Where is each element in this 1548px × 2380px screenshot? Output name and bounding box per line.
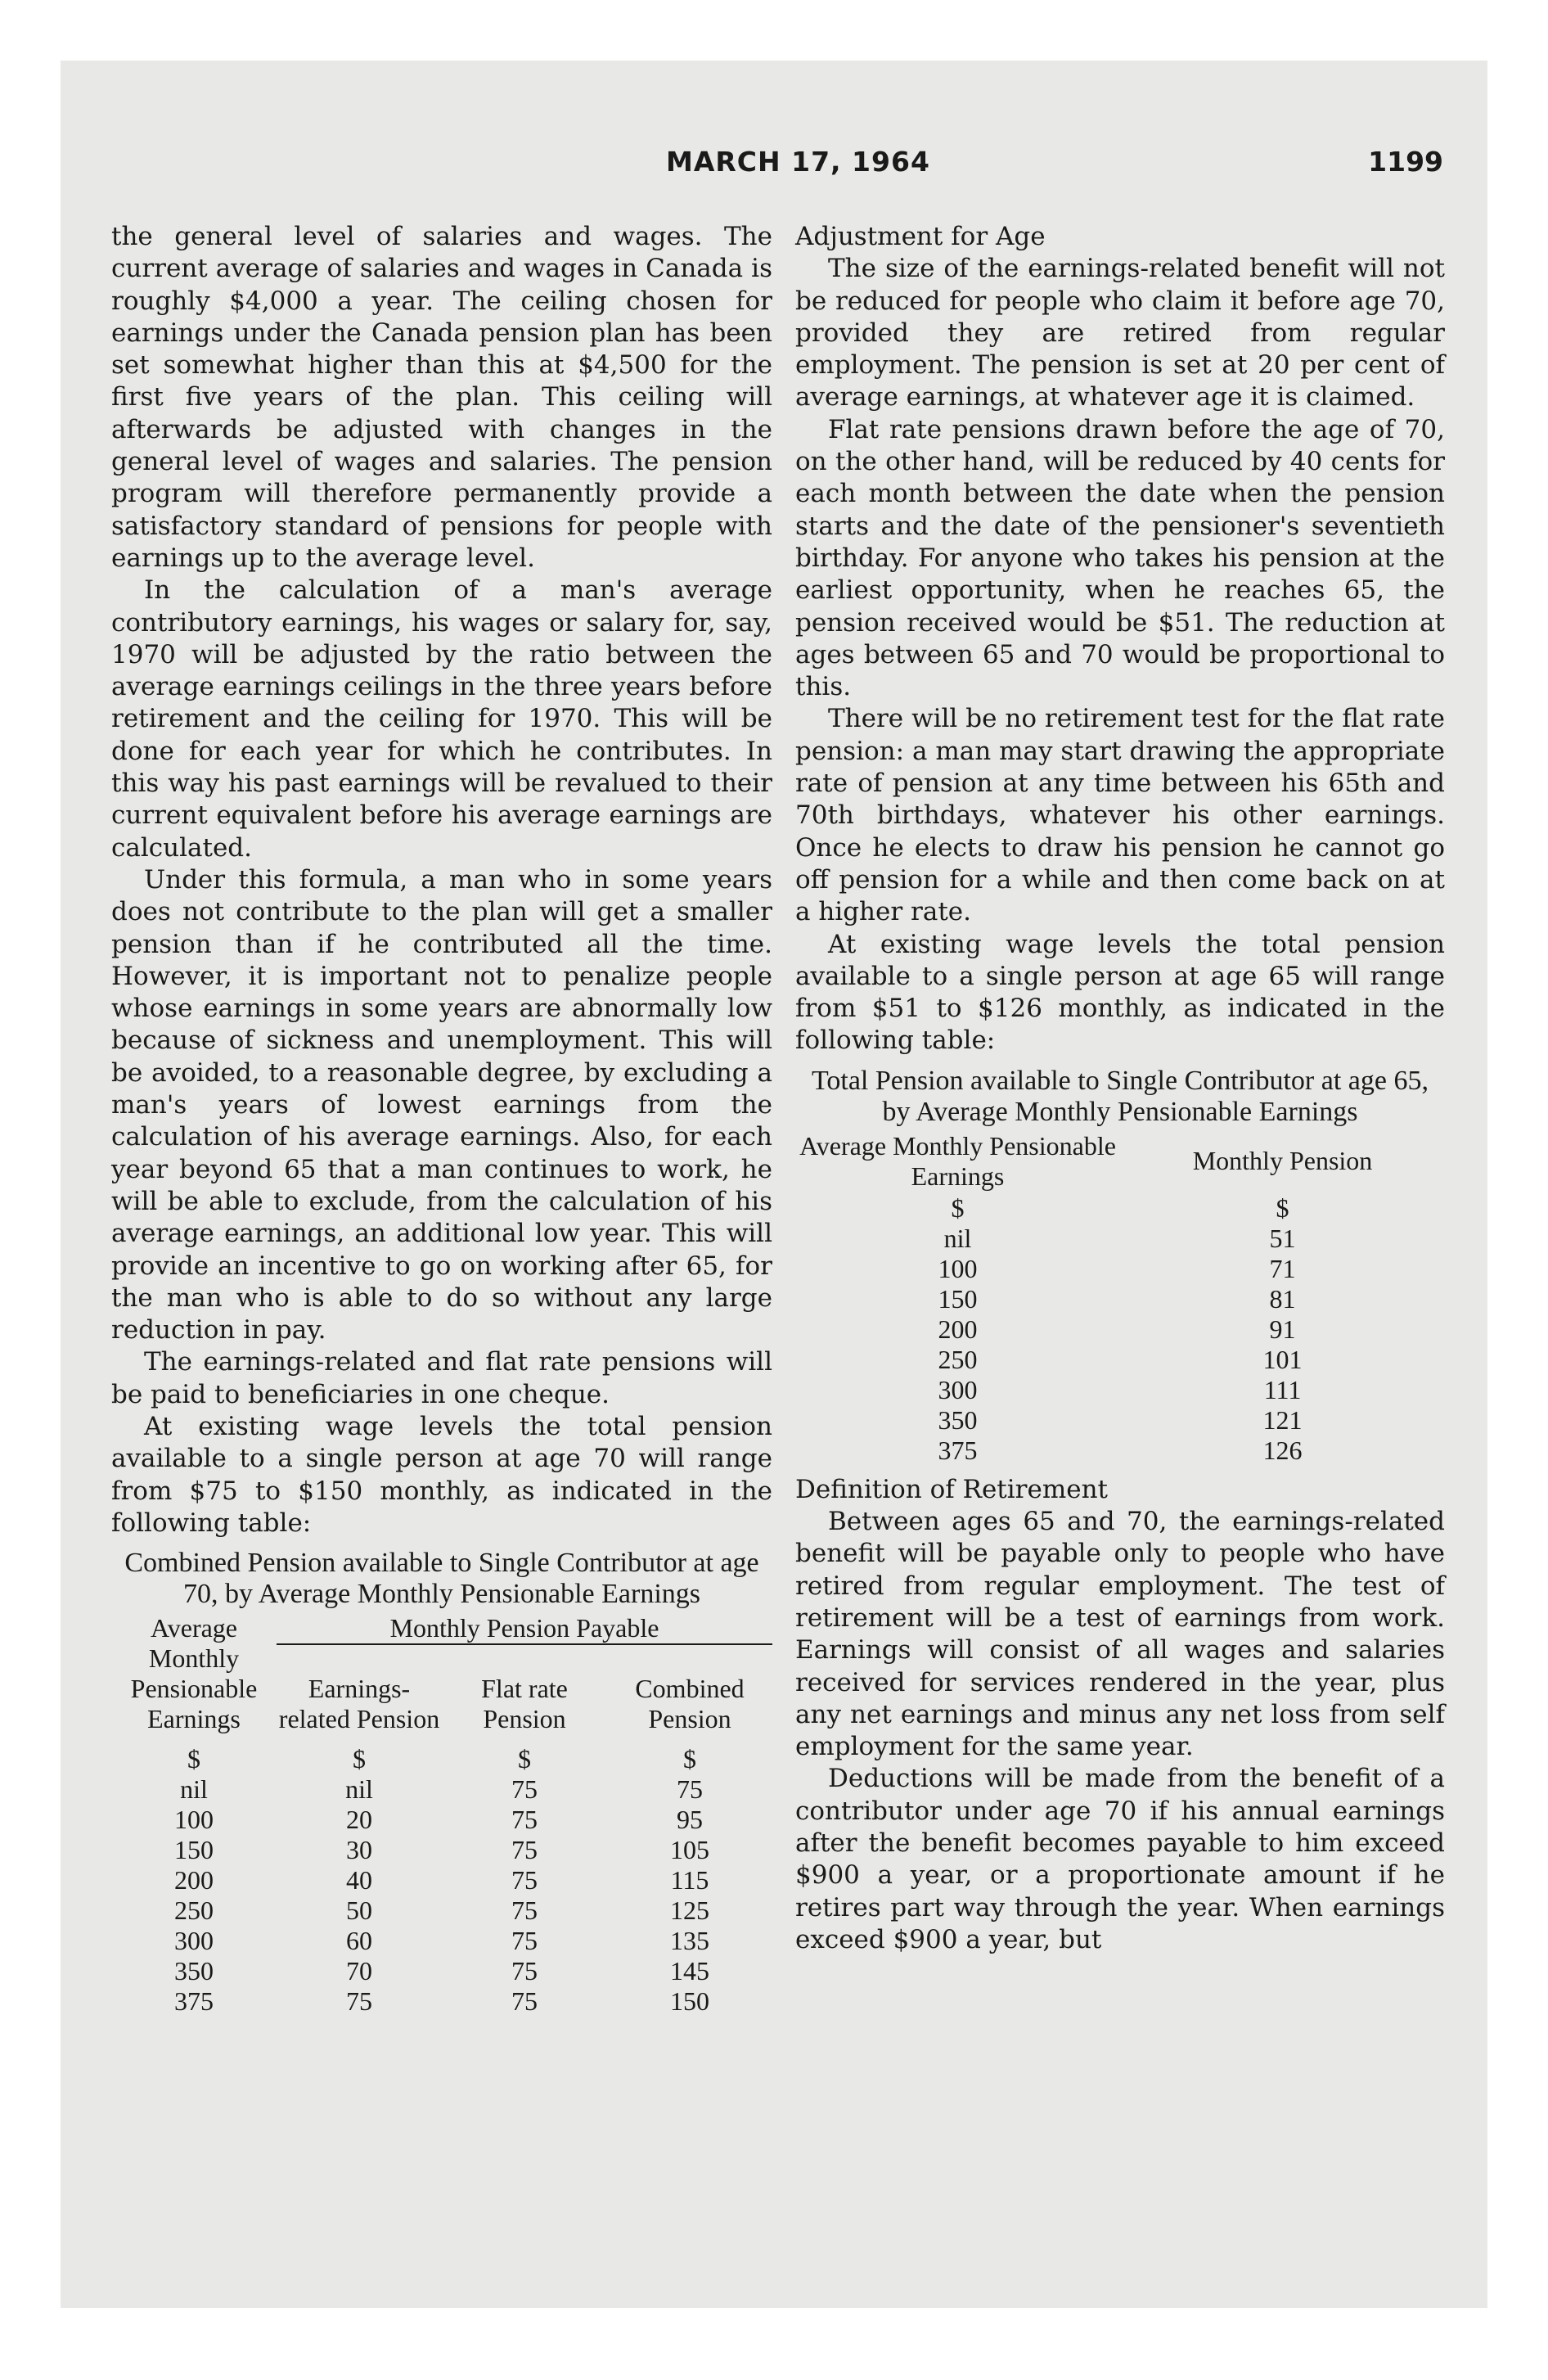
paragraph: At existing wage levels the total pension available to a single person at age 70 will range from $75 to $150 monthly, as indicated in the following table: — [111, 1411, 772, 1538]
table-cell: 121 — [1262, 1404, 1303, 1435]
table-row — [111, 1956, 772, 1986]
table-cell: nil — [345, 1774, 373, 1805]
table-cell: 75 — [511, 1835, 538, 1865]
table-cell: 101 — [1262, 1344, 1303, 1374]
paragraph: the general level of salaries and wages. The current average of salaries and wages in Canada is roughly $4,000 a year. The ceiling chosen for earnings under the Canada pension plan has been set somewhat higher than this at $4,500 for the first five years of the plan. This ceiling will afterwards be adjusted with changes in the general level of wages and salaries. The pension program will therefore permanently provide a satisfactory standard of pensions for people with earnings up to the average level. — [111, 222, 772, 573]
currency-symbol: $ — [518, 1744, 531, 1774]
currency-symbol: $ — [187, 1744, 200, 1774]
left-column — [111, 221, 772, 2017]
header-date: MARCH 17, 1964 — [666, 146, 930, 178]
page-header — [61, 146, 1487, 187]
page-number: 1199 — [1368, 146, 1443, 178]
table-cell: 375 — [174, 1986, 214, 2017]
table-cell: 40 — [346, 1865, 372, 1895]
table-cell: 75 — [511, 1805, 538, 1835]
table-row — [111, 1805, 772, 1835]
paragraph: At existing wage levels the total pension available to a single person at age 65 will range from $51 to $126 monthly, as indicated in the following table: — [795, 929, 1445, 1056]
table-row — [111, 1986, 772, 2017]
table-cell: 75 — [511, 1956, 538, 1986]
table-row — [795, 1345, 1445, 1375]
table-cell: 100 — [174, 1805, 214, 1835]
table-cell: 75 — [511, 1926, 538, 1956]
table-cell: 50 — [346, 1895, 372, 1926]
table-cell: 100 — [938, 1253, 978, 1283]
table-row — [111, 1926, 772, 1956]
column-header: Flat rate Pension — [481, 1674, 568, 1734]
table-cell: 115 — [670, 1865, 709, 1895]
table-cell: 91 — [1269, 1314, 1296, 1344]
table-cell: 150 — [174, 1835, 214, 1865]
paragraph: There will be no retirement test for the flat rate pension: a man may start drawing the appropriate rate of pension at any time between his 65th and 70th birthdays, whatever his other earnings. Once he elects to draw his pension he cannot go off pension for a while and then come back on at a higher rate. — [795, 704, 1445, 927]
table-cell: 75 — [346, 1986, 372, 2017]
table-cell: 30 — [346, 1835, 372, 1865]
table-cell: 60 — [346, 1926, 372, 1956]
table-cell: 111 — [1263, 1374, 1302, 1404]
table-cell: 70 — [346, 1956, 372, 1986]
table-cell: 75 — [511, 1986, 538, 2017]
currency-symbol: $ — [951, 1192, 965, 1223]
currency-row — [795, 1192, 1445, 1224]
table-row — [795, 1254, 1445, 1284]
table-cell: 200 — [938, 1314, 978, 1344]
table-cell: 300 — [174, 1926, 214, 1956]
table-cell: 75 — [511, 1895, 538, 1926]
table-row — [795, 1224, 1445, 1254]
currency-row — [111, 1734, 772, 1774]
combined-pension-table — [111, 1613, 772, 2017]
table-cell: 126 — [1262, 1435, 1303, 1465]
currency-symbol: $ — [683, 1744, 696, 1774]
document-page — [61, 61, 1487, 2308]
table-cell: nil — [943, 1223, 972, 1253]
table-cell: 75 — [677, 1774, 703, 1805]
column-header: Average Monthly Pensionable Earnings — [799, 1130, 1116, 1191]
table-cell: 350 — [174, 1956, 214, 1986]
column-header: Average Monthly Pensionable Earnings — [130, 1613, 258, 1734]
table-row — [111, 1835, 772, 1865]
table-cell: 20 — [346, 1805, 372, 1835]
paragraph: In the calculation of a man's average contributory earnings, his wages or salary for, say, 1970 will be adjusted by the ratio between the average earnings ceilings in the three years before retirement and the ceiling for 1970. This will be done for each year for which he contributes. In this way his past earnings will be revalued to their current equivalent before his average earnings are calculated. — [111, 575, 772, 863]
table-cell: 145 — [670, 1956, 709, 1986]
table-cell: 75 — [511, 1865, 538, 1895]
column-header: Combined Pension — [635, 1674, 745, 1734]
table-row — [795, 1284, 1445, 1314]
paragraph: Flat rate pensions drawn before the age of 70, on the other hand, will be reduced by 40 cents for each month between the date when the pension starts and the date of the pensioner's seventieth birthday. For anyone who takes his pension at the earliest opportunity, when he reaches 65, the pension received would be $51. The reduction at ages between 65 and 70 would be proportional to this. — [795, 414, 1445, 702]
group-header: Monthly Pension Payable — [277, 1613, 772, 1644]
table-cell: 150 — [670, 1986, 709, 2017]
column-header: Earnings-related Pension — [278, 1674, 440, 1734]
table-cell: 95 — [677, 1805, 703, 1835]
section-heading: Definition of Retirement — [795, 1474, 1108, 1504]
table-cell: 375 — [938, 1435, 978, 1465]
table-cell: 250 — [174, 1895, 214, 1926]
table-row — [795, 1375, 1445, 1405]
currency-symbol: $ — [1276, 1192, 1289, 1223]
table-row — [111, 1774, 772, 1805]
table-cell: 300 — [938, 1374, 978, 1404]
table-title: Total Pension available to Single Contributor at age 65, by Average Monthly Pensionable Earnings — [812, 1065, 1429, 1127]
table-cell: 135 — [670, 1926, 709, 1956]
column-header: Monthly Pension — [1192, 1146, 1373, 1176]
paragraph: Deductions will be made from the benefit of a contributor under age 70 if his annual earnings after the benefit becomes payable to him exceed $900 a year, or a proportionate amount if he retires part way through the year. When earnings exceed $900 a year, but — [795, 1764, 1445, 1954]
table-cell: 81 — [1269, 1283, 1296, 1314]
table-row — [111, 1865, 772, 1895]
total-pension-table — [795, 1131, 1445, 1466]
table-row — [111, 1895, 772, 1926]
table-row — [795, 1436, 1445, 1466]
table-cell: 350 — [938, 1404, 978, 1435]
paragraph: The earnings-related and flat rate pensions will be paid to beneficiaries in one cheque. — [111, 1347, 772, 1409]
table-cell: 75 — [511, 1774, 538, 1805]
table-cell: 105 — [670, 1835, 709, 1865]
currency-symbol: $ — [353, 1744, 366, 1774]
paragraph: Under this formula, a man who in some years does not contribute to the plan will get a smaller pension than if he contributed all the time. However, it is important not to penalize people whose earnings in some years are abnormally low because of sickness and unemployment. This will be avoided, to a reasonable degree, by excluding a man's years of lowest earnings from the calculation of his average earnings. Also, for each year beyond 65 that a man continues to work, he will be able to exclude, from the calculation of his average earnings, an additional low year. This will provide an incentive to go on working after 65, for the man who is able to do so without any large reduction in pay. — [111, 864, 772, 1346]
paragraph: The size of the earnings-related benefit will not be reduced for people who claim it before age 70, provided they are retired from regular employment. The pension is set at 20 per cent of average earnings, at whatever age it is claimed. — [795, 254, 1445, 412]
table-cell: 250 — [938, 1344, 978, 1374]
section-heading: Adjustment for Age — [795, 222, 1046, 251]
table-row — [795, 1405, 1445, 1436]
table-cell: nil — [180, 1774, 208, 1805]
table-row — [795, 1314, 1445, 1345]
paragraph: Between ages 65 and 70, the earnings-related benefit will be payable only to people who have retired from regular employment. The test of retirement will be a test of earnings from work. Earnings will consist of all wages and salaries received for services rendered in the year, plus any net earnings and minus any net loss from self employment for the same year. — [795, 1507, 1445, 1762]
table-cell: 150 — [938, 1283, 978, 1314]
table-title: Combined Pension available to Single Contributor at age 70, by Average Monthly Pensionable Earnings — [124, 1548, 759, 1610]
table-cell: 125 — [670, 1895, 709, 1926]
right-column — [795, 221, 1445, 1956]
table-cell: 51 — [1269, 1223, 1296, 1253]
table-cell: 71 — [1269, 1253, 1296, 1283]
table-cell: 200 — [174, 1865, 214, 1895]
